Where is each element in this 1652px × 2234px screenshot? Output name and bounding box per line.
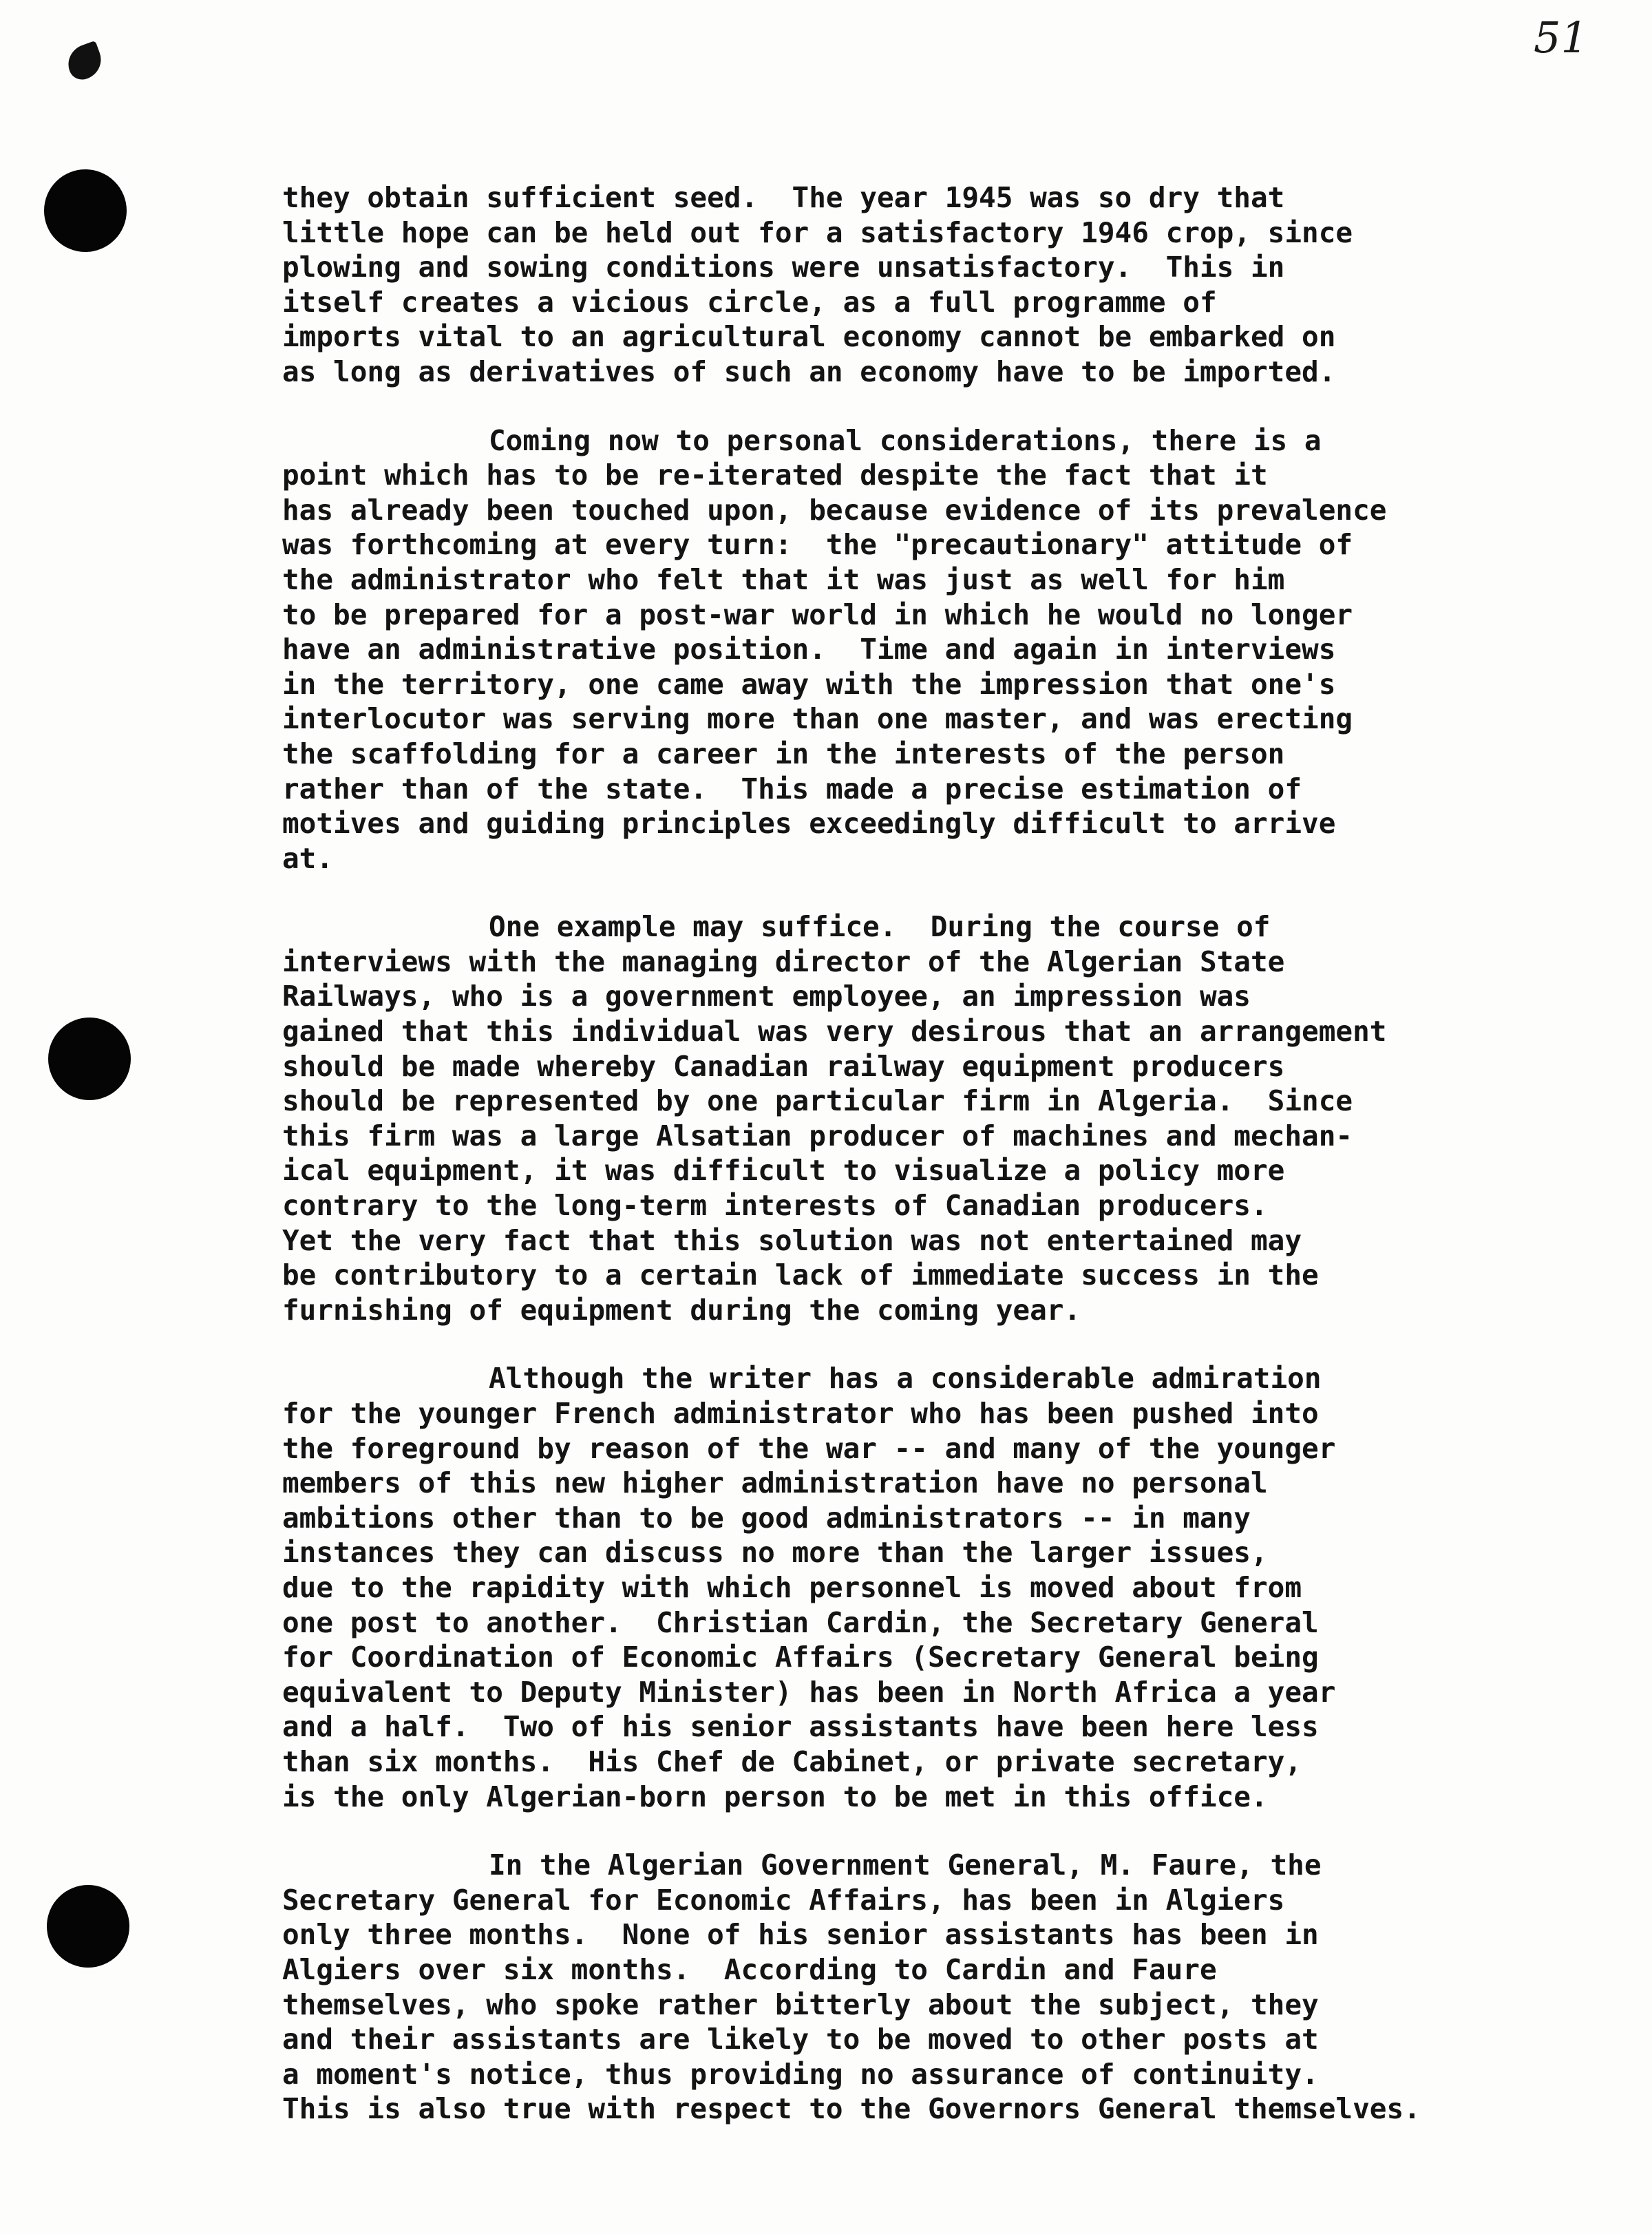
text-line: one post to another. Christian Cardin, the Secretary General: [282, 1605, 1319, 1639]
text-line: than six months. His Chef de Cabinet, or private secretary,: [282, 1745, 1302, 1778]
paragraph: [282, 1848, 1631, 2127]
text-line: was forthcoming at every turn: the "precautionary" attitude of: [282, 528, 1353, 562]
text-line: for Coordination of Economic Affairs (Secretary General being: [282, 1641, 1319, 1674]
text-line: members of this new higher administration have no personal: [282, 1466, 1268, 1500]
text-line: the scaffolding for a career in the interests of the person: [282, 737, 1285, 770]
text-line: ical equipment, it was difficult to visualize a policy more: [282, 1154, 1285, 1188]
text-line: Yet the very fact that this solution was not entertained may: [282, 1223, 1302, 1257]
text-line: due to the rapidity with which personnel is moved about from: [282, 1570, 1302, 1604]
text-line: little hope can be held out for a satisfactory 1946 crop, since: [282, 215, 1353, 249]
text-line: interlocutor was serving more than one master, and was erecting: [282, 702, 1353, 736]
text-line: to be prepared for a post-war world in which he would no longer: [282, 598, 1353, 631]
text-line: and their assistants are likely to be moved to other posts at: [282, 2023, 1319, 2056]
text-line: furnishing of equipment during the coming year.: [282, 1293, 1081, 1327]
text-line: as long as derivatives of such an economy have to be imported.: [282, 355, 1336, 388]
text-line: the foreground by reason of the war -- and many of the younger: [282, 1431, 1336, 1465]
document-body: [282, 180, 1631, 2160]
text-line: the administrator who felt that it was just as well for him: [282, 562, 1285, 596]
paragraph: [282, 1361, 1631, 1814]
text-line: This is also true with respect to the Governors General themselves.: [282, 2092, 1421, 2126]
text-line: has already been touched upon, because evidence of its prevalence: [282, 493, 1387, 527]
text-line: point which has to be re-iterated despite the fact that it: [282, 459, 1268, 492]
text-line: have an administrative position. Time and again in interviews: [282, 633, 1336, 666]
text-line: be contributory to a certain lack of immediate success in the: [282, 1258, 1319, 1292]
punch-hole: [44, 169, 127, 252]
text-line: equivalent to Deputy Minister) has been in North Africa a year: [282, 1675, 1336, 1709]
text-line: this firm was a large Alsatian producer of machines and mechan-: [282, 1119, 1353, 1152]
text-line: In the Algerian Government General, M. Faure, the: [489, 1848, 1322, 1882]
text-line: Although the writer has a considerable admiration: [489, 1362, 1322, 1395]
paragraph: [282, 909, 1631, 1327]
page-number: 51: [1534, 12, 1588, 63]
punch-hole: [48, 1018, 131, 1100]
text-line: for the younger French administrator who has been pushed into: [282, 1397, 1319, 1430]
text-line: plowing and sowing conditions were unsatisfactory. This in: [282, 251, 1285, 284]
text-line: Railways, who is a government employee, an impression was: [282, 980, 1251, 1013]
text-line: should be made whereby Canadian railway equipment producers: [282, 1049, 1285, 1083]
text-line: imports vital to an agricultural economy cannot be embarked on: [282, 320, 1336, 354]
text-line: in the territory, one came away with the impression that one's: [282, 667, 1336, 701]
paragraph: [282, 423, 1631, 876]
punch-hole: [47, 1885, 129, 1968]
text-line: contrary to the long-term interests of Canadian producers.: [282, 1189, 1268, 1223]
text-line: should be represented by one particular firm in Algeria. Since: [282, 1084, 1353, 1118]
text-line: Coming now to personal considerations, there is a: [489, 423, 1322, 457]
text-line: motives and guiding principles exceedingly difficult to arrive: [282, 807, 1336, 841]
text-line: instances they can discuss no more than the larger issues,: [282, 1536, 1268, 1570]
text-line: itself creates a vicious circle, as a full programme of: [282, 285, 1217, 319]
text-line: is the only Algerian-born person to be met in this office.: [282, 1780, 1268, 1813]
text-line: Secretary General for Economic Affairs, has been in Algiers: [282, 1883, 1285, 1917]
text-line: a moment's notice, thus providing no assurance of continuity.: [282, 2057, 1319, 2091]
ink-mark: [63, 41, 106, 83]
text-line: only three months. None of his senior assistants has been in: [282, 1918, 1319, 1952]
text-line: One example may suffice. During the course of: [489, 910, 1271, 944]
text-line: at.: [282, 841, 334, 875]
text-line: rather than of the state. This made a precise estimation of: [282, 772, 1302, 805]
text-line: themselves, who spoke rather bitterly about the subject, they: [282, 1988, 1319, 2021]
text-line: ambitions other than to be good administrators -- in many: [282, 1501, 1251, 1535]
text-line: they obtain sufficient seed. The year 1945 was so dry that: [282, 181, 1285, 214]
text-line: interviews with the managing director of the Algerian State: [282, 945, 1285, 978]
text-line: and a half. Two of his senior assistants have been here less: [282, 1710, 1319, 1744]
paragraph: [282, 180, 1631, 390]
text-line: gained that this individual was very desirous that an arrangement: [282, 1015, 1387, 1048]
text-line: Algiers over six months. According to Cardin and Faure: [282, 1952, 1217, 1986]
